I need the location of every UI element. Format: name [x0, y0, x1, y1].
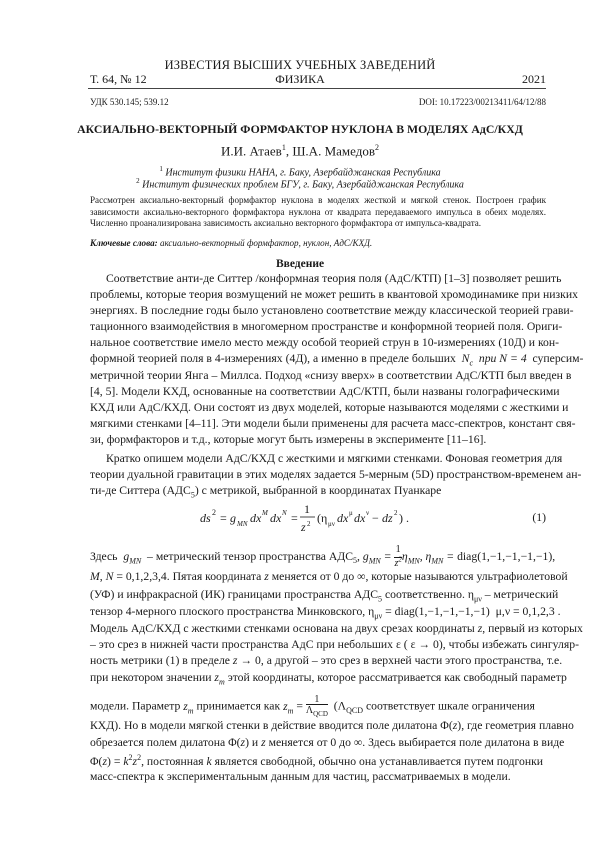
affiliation-2 — [0, 177, 600, 190]
math-metric: $g_{MN} = 1$ $z^2\eta_{MN}$, $\eta_{MN}$ = diag(1,−1,−1,−1,−1), — [362, 544, 556, 570]
body-line-26-text: , постоянная — [141, 754, 204, 768]
math-nc: $N_c$ при N = 4 — [458, 352, 530, 368]
body-line-17-mid: соответственно. — [384, 588, 465, 601]
equation-number: (1) — [532, 511, 546, 524]
equation-1 — [200, 500, 440, 536]
body-line-7: метричной теории Янга – Миллса. Подход «снизу вверх» в соответствии АдС/КТП был введен в — [90, 369, 572, 382]
word-and: и — [251, 736, 259, 749]
svg-text:ν: ν — [366, 509, 370, 517]
svg-text:z: z — [301, 520, 306, 534]
body-line-14 — [90, 484, 546, 499]
author-1: И.И. Атаев — [221, 143, 282, 159]
body-line-22-tail: этой координаты, которое рассматривается как свободный параметр — [227, 671, 567, 684]
body-line-13: теории дуальной гравитации в этих моделях задается 5-мерным (5D) пространством-временем ан- — [90, 468, 582, 481]
body-line-26: $\Phi(z) = k^2z^2$, постоянная k является свободной, обычно она устанавливается путем подгонки — [90, 753, 544, 768]
svg-text:dx: dx — [250, 511, 262, 525]
body-line-12: Кратко опишем модели АдС/КХД с жесткими и мягкими стенками. Фоновая геометрия для — [106, 452, 563, 465]
svg-text:g: g — [230, 511, 236, 525]
paper-title: АКСИАЛЬНО-ВЕКТОРНЫЙ ФОРМФАКТОР НУКЛОНА В МОДЕЛЯХ АдС/КХД — [77, 122, 523, 136]
journal-subject: ФИЗИКА — [275, 72, 325, 86]
doi: DOI: 10.17223/00213411/64/12/88 — [418, 97, 546, 107]
body-line-20: – это срез в нижней части пространства АдС при небольших ε ( ε → 0), чтобы избежать сингуляр- — [90, 638, 579, 651]
svg-text:(η: (η — [317, 511, 328, 525]
author-separator: , — [285, 143, 293, 159]
body-line-17-tail: – метрический — [484, 588, 559, 601]
svg-text:2: 2 — [394, 509, 398, 517]
journal-year: 2021 — [522, 72, 546, 86]
volume-issue: Т. 64, № 12 — [90, 72, 147, 86]
body-line-19-tail: , первый из которых — [482, 622, 583, 635]
svg-text:N: N — [282, 509, 287, 517]
keywords — [90, 238, 372, 248]
body-line-23: модели. Параметр $z_m$ принимается как $z_m = 1$ $\Lambda_{QCD}$ ($\Lambda_{QCD}$ соответствует шкале ограничения — [90, 694, 535, 718]
author-1-affiliation-mark: 1 — [281, 143, 286, 152]
body-line-23-mid: принимается как — [196, 699, 281, 713]
svg-text:MN: MN — [237, 520, 248, 528]
keywords-text: аксиально-векторный формфактор, нуклон, АдС/КХД. — [157, 238, 373, 248]
journal-name: ИЗВЕСТИЯ ВЫСШИХ УЧЕБНЫХ ЗАВЕДЕНИЙ — [164, 58, 436, 72]
body-line-6-text: формной теорией поля в 4-измерениях (4Д), а именно в пределе больших — [90, 352, 456, 365]
body-line-21-tail: , а другой – это срез в верхней части этого пространства, т.е. — [260, 654, 563, 667]
affiliation-1-mark: 1 — [159, 165, 163, 173]
body-line-27: масс-спектра к экспериментальным данным для частиц, рассматриваемых в модели. — [90, 770, 511, 783]
body-line-17: (УФ) и инфракрасной (ИК) границами пространства $АДС_5$ соответственно. $\eta_{\mu\nu}$ – метрический — [90, 588, 559, 604]
body-line-14-text: ти-де Ситтера (АДС — [90, 484, 191, 497]
affiliation-2-mark: 2 — [136, 177, 140, 185]
body-line-24-text: КХД). Но в модели мягкой стенки в действие вводится поле дилатона — [90, 719, 438, 732]
abstract: Рассмотрен аксиально-векторный формфактор нуклона в моделях жесткой и мягкой стенок. Построен график зависимости аксиально-векторного формфактора нуклона от квадрата передаваемого импульса в обеих моделях. Численно проанализирована зависимость аксиально векторного формфактора от импульса-квадрата. — [90, 195, 546, 229]
svg-text:=: = — [291, 511, 298, 525]
affiliation-1-text: Институт физики НАНА, г. Баку, Азербайджанская Республика — [165, 167, 441, 179]
body-line-16: M, N = 0,1,2,3,4. Пятая координата z меняется от 0 до ∞, которые называются ультрафиолетовой — [90, 570, 568, 583]
body-line-24-tail: , где геометрия плавно — [461, 719, 574, 732]
body-line-22: при некотором значении $z_m$ этой координаты, которое рассматривается как свободный параметр — [90, 671, 567, 687]
body-line-10: мягкими стенками [4–11]. Эти модели были применены для расчета масс-спектров, констант свя- — [90, 417, 576, 430]
svg-text:μν: μν — [328, 520, 335, 528]
body-line-15: Здесь $g_{MN}$ – метрический тензор пространства $АДС_5$, $g_{MN} = 1$ $z^2\eta_{MN}$, $\eta_{MN}$ = diag(1,−1,−1,−1,−1), — [90, 544, 556, 570]
body-line-5: нальное соответствие имело место между особой теорией струн в 10-измерениях (10Д) и кон- — [90, 336, 560, 349]
body-line-18-text: тензор 4-мерного плоского пространства Минковского, — [90, 605, 366, 618]
udc-code: УДК 530.145; 539.12 — [90, 97, 169, 107]
svg-text:) .: ) . — [399, 511, 409, 525]
body-line-21: ность метрики (1) в пределе z → 0, а другой – это срез в верхней части этого пространства, т.е. — [90, 654, 563, 667]
body-line-26-tail: является свободной, обычно она устанавливается путем подгонки — [214, 754, 544, 768]
body-line-23-text: модели. Параметр — [90, 699, 181, 713]
svg-text:ds: ds — [200, 511, 211, 525]
body-line-6 — [90, 352, 584, 368]
header-rule — [88, 88, 546, 89]
body-line-1: Соответствие анти-де Ситтер /конформная теория поля (АдС/КТП) [1–3] позволяет решить — [106, 272, 562, 285]
svg-text:−: − — [372, 511, 379, 525]
body-line-17-text: (УФ) и инфракрасной (ИК) границами пространства АДС — [90, 588, 379, 601]
body-line-19: Модель АдС/КХД с жесткими стенками основана на двух срезах координаты z, первый из которых — [90, 622, 583, 635]
body-line-3: энергиях. В последние годы было установлено соответствие между классической теорией грави- — [90, 304, 574, 317]
svg-text:=: = — [220, 511, 227, 525]
word-here: Здесь — [90, 549, 118, 563]
body-line-14-tail: ) с метрикой, выбранной в координатах Пуанкаре — [194, 484, 442, 497]
author-2-affiliation-mark: 2 — [374, 143, 379, 152]
svg-text:1: 1 — [304, 502, 310, 516]
keywords-label: Ключевые слова: — [90, 238, 158, 248]
body-line-21-text: ность метрики (1) в пределе — [90, 654, 230, 667]
body-line-25-text: обрезается полем дилатона — [90, 736, 226, 749]
svg-text:dx: dx — [337, 511, 349, 525]
body-line-6-tail: суперсим- — [532, 352, 584, 365]
svg-text:2: 2 — [307, 520, 311, 528]
body-line-9: КХД или АдС/КХД. Они состоят из двух моделей, которые называются моделями с жесткими и — [90, 401, 569, 414]
svg-text:2: 2 — [212, 508, 216, 517]
body-line-19-text: Модель АдС/КХД с жесткими стенками основана на двух срезах координаты — [90, 622, 475, 635]
body-line-25-tail: меняется от 0 до ∞. Здесь выбирается поле дилатона в виде — [268, 736, 565, 749]
affiliation-2-text: Институт физических проблем БГУ, г. Баку, Азербайджанская Республика — [142, 179, 464, 191]
body-line-2: проблемы, которые теория возмущений не может решить в квантовой хромодинамике при низких — [90, 288, 578, 301]
body-line-20-text: – это срез в нижней части пространства АдС при небольших — [90, 638, 394, 651]
section-heading-introduction: Введение — [275, 258, 325, 270]
svg-text:dx: dx — [354, 511, 366, 525]
body-line-8: [4, 5]. Модели КХД, основанные на соответствии АдС/КТП, были названы голографическими — [90, 385, 560, 398]
body-line-11: зи, формфакторов и т.д., которые могут быть измерены в эксперименте [11–16]. — [90, 433, 487, 446]
body-line-18: тензор 4-мерного плоского пространства Минковского, $\eta_{\mu\nu}$ = diag(1,−1,−1,−1,−1) μ,ν = 0,1,2,3 . — [90, 605, 561, 621]
svg-text:M: M — [262, 509, 268, 517]
body-line-4: тационного взаимодействия в многомерном пространстве и конформной теорией поля. Ориги- — [90, 320, 563, 333]
author-list — [0, 143, 600, 159]
author-2: Ш.А. Мамедов — [292, 143, 375, 159]
body-line-24: КХД). Но в модели мягкой стенки в действие вводится поле дилатона Φ(z), где геометрия плавно — [90, 719, 574, 732]
body-line-22-text: при некотором значении — [90, 671, 212, 684]
svg-text:dz: dz — [382, 511, 393, 525]
svg-text:dx: dx — [270, 511, 282, 525]
body-line-20-tail: , чтобы избежать сингуляр- — [442, 638, 579, 651]
svg-text:μ: μ — [349, 509, 353, 517]
body-line-16-tail: меняется от 0 до ∞, которые называются ультрафиолетовой — [271, 570, 568, 583]
body-line-15-text: – метрический тензор пространства АДС — [147, 549, 354, 563]
body-line-23-tail: соответствует шкале ограничения — [365, 699, 535, 713]
body-line-25: обрезается полем дилатона Φ(z) и z меняется от 0 до ∞. Здесь выбирается поле дилатона в виде — [90, 736, 565, 749]
subscript-5: 5 — [190, 490, 195, 500]
body-line-16-text: . Пятая координата — [166, 570, 262, 583]
